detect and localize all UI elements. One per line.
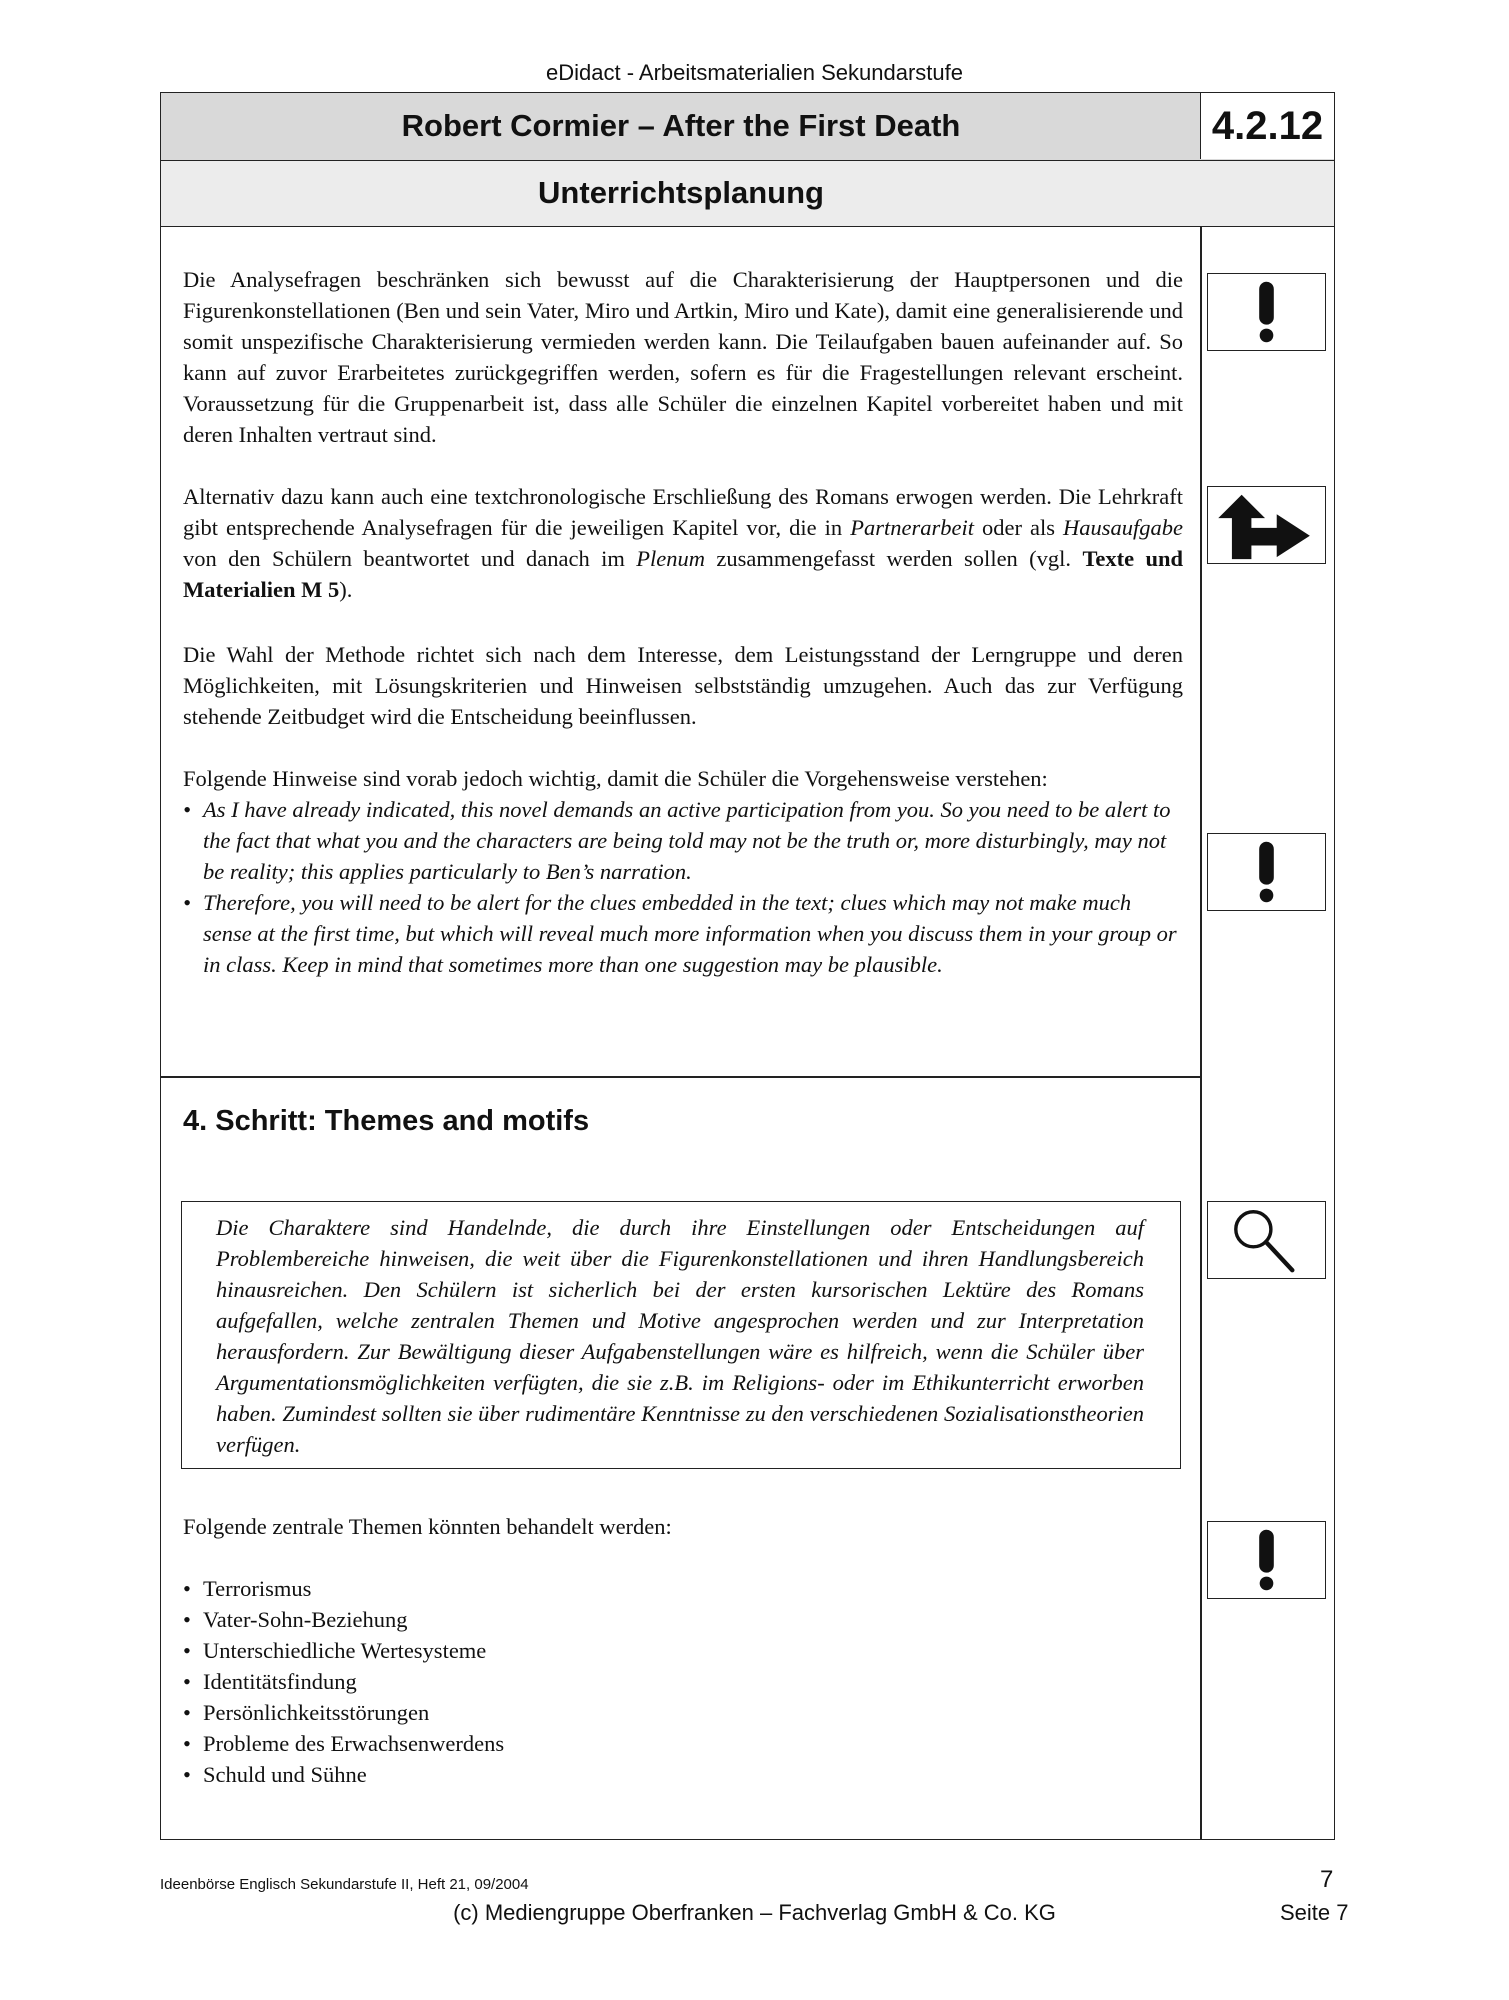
section-divider: [161, 1076, 1201, 1078]
hint-item: • Therefore, you will need to be alert for the clues embedded in the text; clues which may not make much sense at the first time, but which will reveal much more information when you discuss them in your group or in class. Keep in mind that sometimes more than one suggestion may be plausible.: [183, 887, 1183, 980]
document-number: 4.2.12: [1200, 93, 1334, 159]
paragraph-2-text-5: ).: [339, 577, 353, 602]
page-header: eDidact - Arbeitsmaterialien Sekundarstufe: [546, 60, 963, 85]
paragraph-2: [183, 481, 1183, 605]
material-reference: Texte und Materialien M 5: [183, 546, 1184, 602]
theme-item: • Unterschiedliche Wertesysteme: [183, 1635, 1183, 1666]
themes-block: [183, 1573, 1183, 1790]
exclamation-icon: [1207, 1521, 1326, 1599]
term-hausaufgabe: Hausaufgabe: [1063, 515, 1184, 540]
subtitle-row: [161, 161, 1334, 227]
theme-item: • Vater-Sohn-Beziehung: [183, 1604, 1183, 1635]
column-divider: [1200, 227, 1202, 1839]
exclamation-icon: [1207, 833, 1326, 911]
exclamation-icon: [1207, 273, 1326, 351]
paragraph-4: [183, 763, 1183, 980]
theme-item: • Persönlichkeitsstörungen: [183, 1697, 1183, 1728]
paragraph-1: Die Analysefragen beschränken sich bewusst auf die Charakterisierung der Hauptpersonen und die Figurenkonstellationen (Ben und sein Vater, Miro und Artkin, Miro und Kate), damit eine generalisierende und somit unspezifische Charakterisierung vermieden werden kann. Die Teilaufgaben bauen aufeinander auf. So kann auf zuvor Erarbeitetes zurückgegriffen werden, sofern es für die Fragestellungen relevant erscheint. Voraussetzung für die Gruppenarbeit ist, dass alle Schüler die einzelnen Kapitel vorbereitet haben und mit deren Inhalten vertraut sind.: [183, 267, 1183, 447]
theme-item: • Schuld und Sühne: [183, 1759, 1183, 1790]
term-plenum: Plenum: [636, 546, 706, 571]
hint-list: [183, 794, 1183, 980]
document-subtitle: Unterrichtsplanung: [538, 175, 824, 210]
paragraph-4-intro: Folgende Hinweise sind vorab jedoch wichtig, damit die Schüler die Vorgehensweise verstehen:: [183, 766, 1048, 791]
footer-page-label: Seite 7: [1280, 1900, 1349, 1925]
arrow-right-icon: [1207, 486, 1326, 564]
term-partnerarbeit: Partnerarbeit: [850, 515, 974, 540]
footer-page-number: 7: [1320, 1866, 1334, 1893]
magnifier-icon: [1207, 1201, 1326, 1279]
info-box: Die Charaktere sind Handelnde, die durch ihre Einstellungen oder Entscheidungen auf Problembereiche hinweisen, die weit über die Figurenkonstellationen und ihren Handlungsbereich hinausreichen. Den Schülern ist sicherlich bei der ersten kursorischen Lektüre des Romans aufgefallen, welche zentralen Themen und Motive angesprochen werden und zur Interpretation herausfordern. Zur Bewältigung dieser Aufgabenstellungen wäre es hilfreich, wenn die Schüler über Argumentationsmöglichkeiten verfügten, die sie z.B. im Religions- oder im Ethikunterricht erworben haben. Zumindest sollten sie über rudimentäre Kenntnisse zu den verschiedenen Sozialisationstheorien verfügen.: [181, 1201, 1181, 1469]
footer-copyright: (c) Mediengruppe Oberfranken – Fachverlag GmbH & Co. KG: [453, 1900, 1056, 1925]
paragraph-2-text-1: Alternativ dazu kann auch eine textchronologische Erschließung des Romans erwogen werden. Die Lehrkraft gibt entsprechende Analysefragen für die jeweiligen Kapitel vor, die in: [183, 484, 1183, 540]
theme-item: • Terrorismus: [183, 1573, 1183, 1604]
document-title: Robert Cormier – After the First Death: [401, 108, 961, 143]
themes-intro: Folgende zentrale Themen könnten behandelt werden:: [183, 1514, 672, 1539]
themes-list: [183, 1573, 1183, 1790]
paragraph-2-text-2: oder als: [973, 515, 1064, 540]
footer-source: Ideenbörse Englisch Sekundarstufe II, Heft 21, 09/2004: [160, 1876, 529, 1893]
paragraph-3: Die Wahl der Methode richtet sich nach dem Interesse, dem Leistungsstand der Lerngruppe und deren Möglichkeiten, mit Lösungskriterien und Hinweisen selbstständig umzugehen. Auch das zur Verfügung stehende Zeitbudget wird die Entscheidung beeinflussen.: [183, 642, 1183, 729]
title-row: [161, 93, 1334, 161]
step-heading: 4. Schritt: Themes and motifs: [183, 1105, 590, 1137]
worksheet-frame: [160, 92, 1335, 1840]
paragraph-2-text-4: zusammengefasst werden sollen (vgl.: [705, 546, 1083, 571]
paragraph-2-text-3: von den Schülern beantwortet und danach im: [183, 546, 637, 571]
theme-item: • Identitätsfindung: [183, 1666, 1183, 1697]
theme-item: • Probleme des Erwachsenwerdens: [183, 1728, 1183, 1759]
hint-item: • As I have already indicated, this novel demands an active participation from you. So you need to be alert to the fact that what you and the characters are being told may not be the truth or, more disturbingly, may not be reality; this applies particularly to Ben’s narration.: [183, 794, 1183, 887]
